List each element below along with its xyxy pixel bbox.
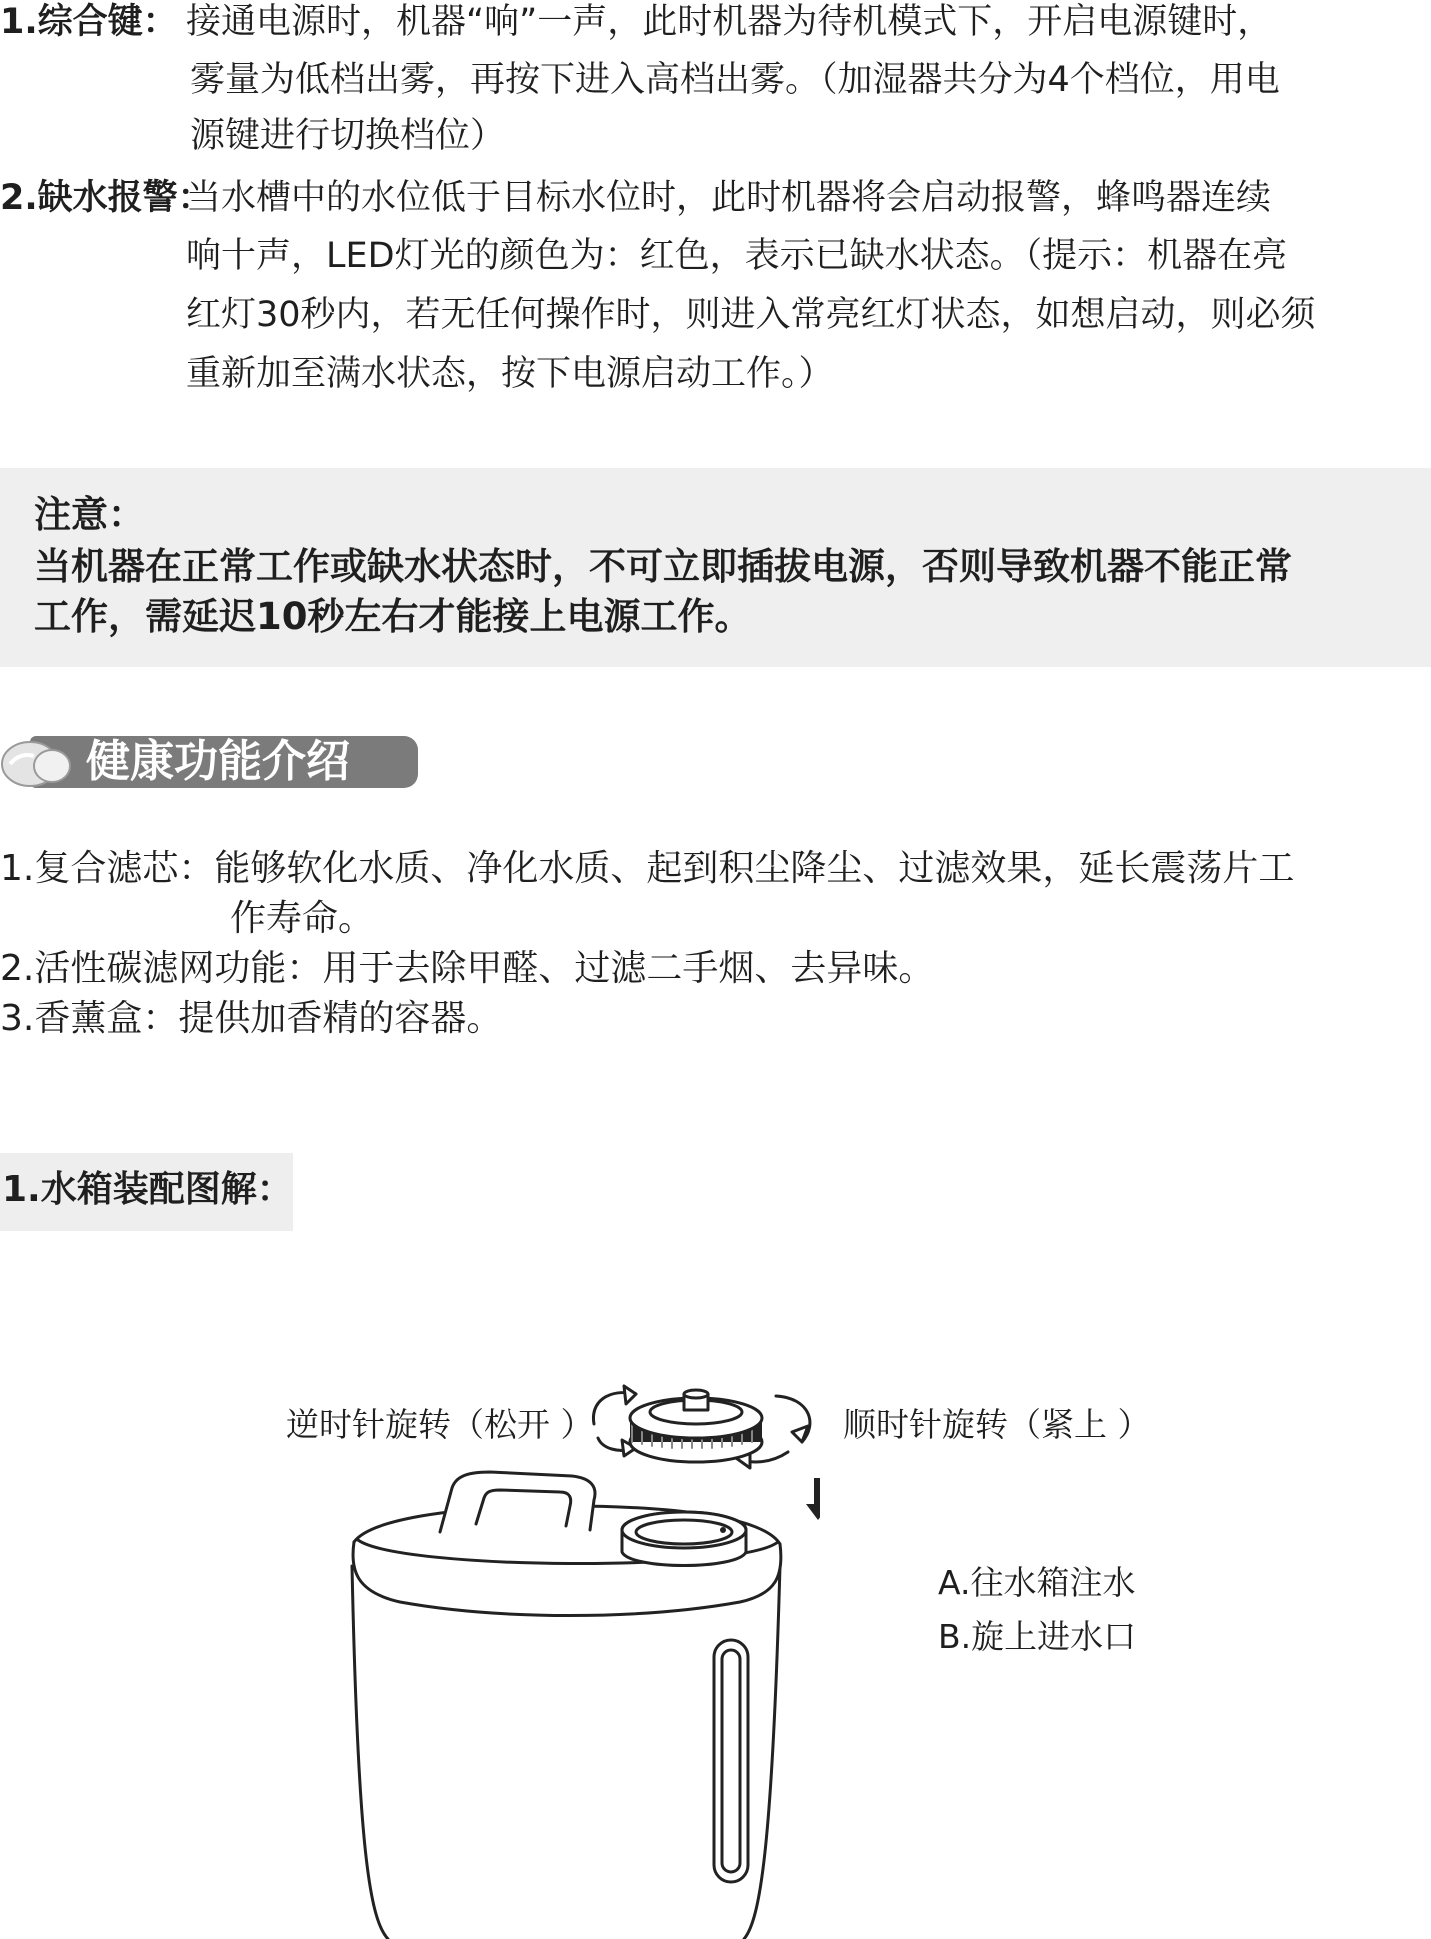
item2-line-1: 当水槽中的水位低于目标水位时，此时机器将会启动报警，蜂鸣器连续 bbox=[186, 178, 1272, 218]
item1-line-3: 源键进行切换档位） bbox=[190, 116, 506, 156]
health-section-banner bbox=[0, 734, 420, 790]
item1-line-2: 雾量为低档出雾，再按下进入高档出雾。（加湿器共分为4个档位，用电 bbox=[190, 60, 1280, 100]
assembly-title-box bbox=[0, 1153, 293, 1231]
notice-title: 注意： bbox=[34, 493, 145, 536]
item1-line-1: 接通电源时，机器“响”一声，此时机器为待机模式下，开启电源键时， bbox=[186, 2, 1273, 42]
water-tank-illustration bbox=[340, 1380, 820, 1939]
inlet-cap bbox=[630, 1390, 762, 1462]
item1-label: 1.综合键： bbox=[0, 2, 178, 42]
cloud-icon bbox=[0, 734, 80, 790]
health-item-3: 3.香薰盒：提供加香精的容器。 bbox=[0, 998, 503, 1039]
item2-label: 2.缺水报警： bbox=[0, 178, 213, 218]
down-arrow-icon bbox=[806, 1478, 820, 1520]
notice-box bbox=[0, 468, 1431, 667]
notice-line-1: 当机器在正常工作或缺水状态时，不可立即插拔电源，否则导致机器不能正常 bbox=[34, 545, 1292, 588]
step-b-label: B.旋上进水口 bbox=[938, 1617, 1137, 1656]
step-a-label: A.往水箱注水 bbox=[938, 1563, 1136, 1602]
cw-rotate-label: 顺时针旋转（紧上 ） bbox=[843, 1405, 1151, 1444]
item2-line-4: 重新加至满水状态，按下电源启动工作。） bbox=[186, 354, 834, 394]
health-item-1: 1.复合滤芯：能够软化水质、净化水质、起到积尘降尘、过滤效果，延长震荡片工 bbox=[0, 848, 1295, 889]
ccw-rotate-label: 逆时针旋转（松开 ） bbox=[286, 1405, 594, 1444]
notice-line-2: 工作，需延迟10秒左右才能接上电源工作。 bbox=[34, 595, 752, 638]
health-item-2: 2.活性碳滤网功能：用于去除甲醛、过滤二手烟、去异味。 bbox=[0, 948, 935, 989]
item2-line-2: 响十声，LED灯光的颜色为：红色，表示已缺水状态。（提示：机器在亮 bbox=[186, 236, 1288, 276]
health-section-title: 健康功能介绍 bbox=[86, 736, 350, 787]
item2-line-3: 红灯30秒内，若无任何操作时，则进入常亮红灯状态，如想启动，则必须 bbox=[186, 295, 1316, 335]
assembly-title: 1.水箱装配图解： bbox=[2, 1169, 293, 1210]
health-item-1-cont: 作寿命。 bbox=[230, 898, 375, 939]
